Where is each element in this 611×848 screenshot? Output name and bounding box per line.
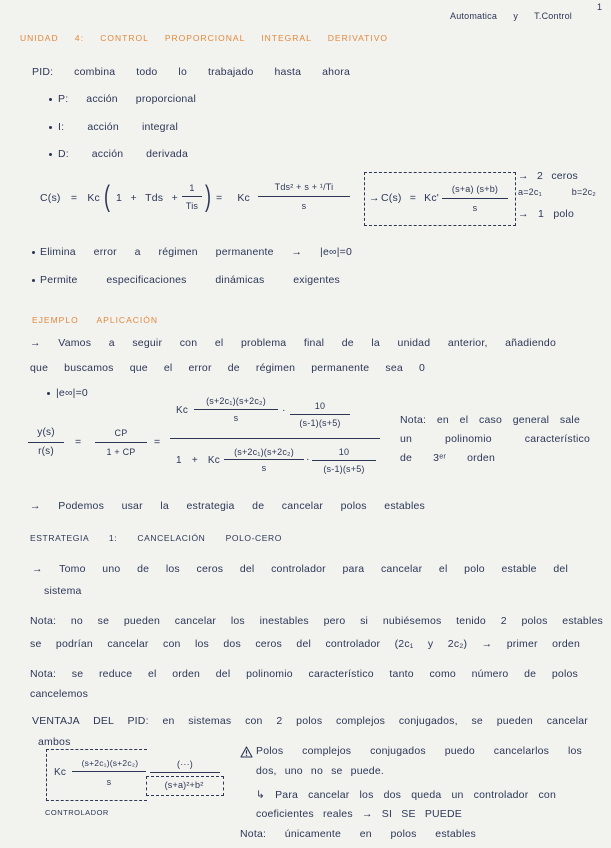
fraction-bar [182, 196, 202, 197]
eq-inner-terms: 1 + Tds + [116, 192, 178, 204]
paren-open: ( [104, 180, 111, 213]
note-order-line-2: cancelemos [30, 688, 89, 700]
output-y: y(s) [37, 427, 55, 438]
controller-denominator: s [261, 463, 267, 473]
advantage-line-2: ambos [38, 736, 71, 748]
real-coefficients-note-line-2: coeficientes reales → SI SE PUEDE [256, 808, 462, 820]
zpk-lhs: C(s) = Kc' [381, 192, 439, 204]
plant-denominator: (s-1)(s+5) [323, 464, 365, 474]
note-unstable-line-2: se podrían cancelar con los dos ceros del controlador (2c₁ y 2c₂) → primer orden [30, 638, 580, 650]
strategy-step-line-2: sistema [44, 585, 82, 597]
strategy-heading: ESTRATEGIA 1: CANCELACIÓN POLO-CERO [30, 533, 282, 543]
fraction-bar [224, 459, 304, 460]
warning-icon [240, 745, 253, 757]
note-unstable-line-1: Nota: no se pueden cancelar los inestables pero si nubiésemos tenido 2 polos estables [30, 615, 603, 627]
arrow: → [369, 192, 380, 204]
diagram-plant-denominator: (s+a)²+b² [164, 780, 204, 790]
fraction-bar [150, 772, 220, 773]
fraction-bar [258, 196, 350, 197]
main-fraction-bar [170, 438, 380, 439]
advantage-line-1: VENTAJA DEL PID: en sistemas con 2 polos complejos conjugados, se pueden cancelar [32, 715, 588, 727]
real-coefficients-note-line-1: ↳ Para cancelar los dos queda un controlador con [256, 789, 556, 801]
controller-numerator: (s+2c₁)(s+2c₂) [234, 447, 294, 457]
bullet-dot [49, 98, 52, 101]
example-line-1: → Vamos a seguir con el problema final de la unidad anterior, añadiendo [30, 337, 556, 349]
cp-numerator: CP [114, 428, 128, 438]
fraction-bar [95, 442, 147, 443]
general-note-line-2: un polinomio característico [400, 433, 590, 445]
bullet-dot [49, 126, 52, 129]
multiply-dot: · [306, 453, 310, 465]
cp-denominator: 1 + CP [106, 447, 136, 457]
bullet-dot [32, 251, 35, 254]
pid-term-i: I: acción integral [58, 121, 178, 133]
bullet-dot [32, 279, 35, 282]
controller-label: CONTROLADOR [45, 808, 109, 817]
one-plus-kc: 1 + Kc [176, 455, 220, 466]
strategy-intro: → Podemos usar la estrategia de cancelar polos estables [30, 500, 425, 512]
pid-term-d: D: acción derivada [58, 148, 188, 160]
equals-kc: = Kc [216, 192, 250, 204]
pid-term-p: P: acción proporcional [58, 93, 196, 105]
zeros-note: → 2 ceros [518, 170, 578, 182]
plant-numerator: 10 [338, 447, 350, 457]
bullet-dot [49, 153, 52, 156]
controller-numerator: (s+2c₁)(s+2c₂) [206, 396, 266, 406]
stable-poles-note: Nota: únicamente en polos estables [240, 828, 476, 840]
diagram-controller-denominator: s [106, 777, 112, 787]
inverse-denominator: Tis [185, 201, 199, 211]
example-heading: EJEMPLO APLICACIÓN [32, 315, 158, 325]
diagram-controller-numerator: (s+2c₁)(s+2c₂) [81, 758, 139, 768]
multiply-dot: · [282, 404, 286, 416]
fraction-bar [442, 198, 508, 199]
complex-poles-note-line-1: Polos complejos conjugados puedo cancelarlos los [256, 745, 582, 757]
property-dynamics: Permite especificaciones dinámicas exigentes [40, 274, 340, 286]
complex-poles-note-line-2: dos, uno no se puede. [256, 765, 384, 777]
plant-numerator: 10 [314, 401, 326, 411]
fraction-bar [312, 460, 376, 461]
inverse-numerator: 1 [189, 183, 195, 193]
poly-denominator: s [301, 201, 307, 211]
general-note-line-1: Nota: en el caso general sale [400, 414, 580, 426]
error-condition: |e∞|=0 [56, 387, 88, 399]
diagram-kc: Kc [54, 767, 67, 778]
general-note-line-3: de 3ᵉʳ orden [400, 452, 495, 464]
plant-denominator: (s-1)(s+5) [299, 418, 341, 428]
subject-label: Automatica y T.Control [450, 11, 572, 21]
paren-close: ) [205, 180, 212, 213]
diagram-plant-numerator: (···) [177, 759, 193, 769]
bullet-dot [47, 392, 50, 395]
page-title: UNIDAD 4: CONTROL PROPORCIONAL INTEGRAL DERIVATIVO [20, 33, 388, 43]
fraction-bar [72, 771, 146, 772]
kc-gain: Kc [176, 405, 189, 416]
poles-note: → 1 polo [518, 208, 574, 220]
equals-sign: = [154, 436, 161, 448]
controller-denominator: s [233, 413, 239, 423]
strategy-step-line-1: → Tomo uno de los ceros del controlador para cancelar el polo estable del [32, 563, 568, 575]
zeros-definition: a=2c₁ b=2c₂ [518, 187, 596, 197]
example-line-2: que buscamos que el error de régimen permanente sea 0 [30, 362, 425, 374]
fraction-bar [290, 414, 350, 415]
intro-line: PID: combina todo lo trabajado hasta ahora [32, 66, 350, 78]
page-number: 1 [597, 2, 603, 12]
eq-lhs: C(s) = Kc [40, 192, 100, 204]
fraction-bar [28, 442, 64, 443]
equals-sign: = [75, 436, 82, 448]
poly-numerator: Tds² + s + ¹/Ti [274, 182, 334, 192]
note-order-line-1: Nota: se reduce el orden del polinomio característico tanto como número de polos [30, 668, 578, 680]
zpk-denominator: s [472, 203, 478, 213]
zpk-numerator: (s+a) (s+b) [451, 184, 499, 194]
property-steady-state: Elimina error a régimen permanente → |e∞|=0 [40, 246, 352, 258]
input-r: r(s) [38, 446, 54, 457]
fraction-bar [194, 409, 278, 410]
